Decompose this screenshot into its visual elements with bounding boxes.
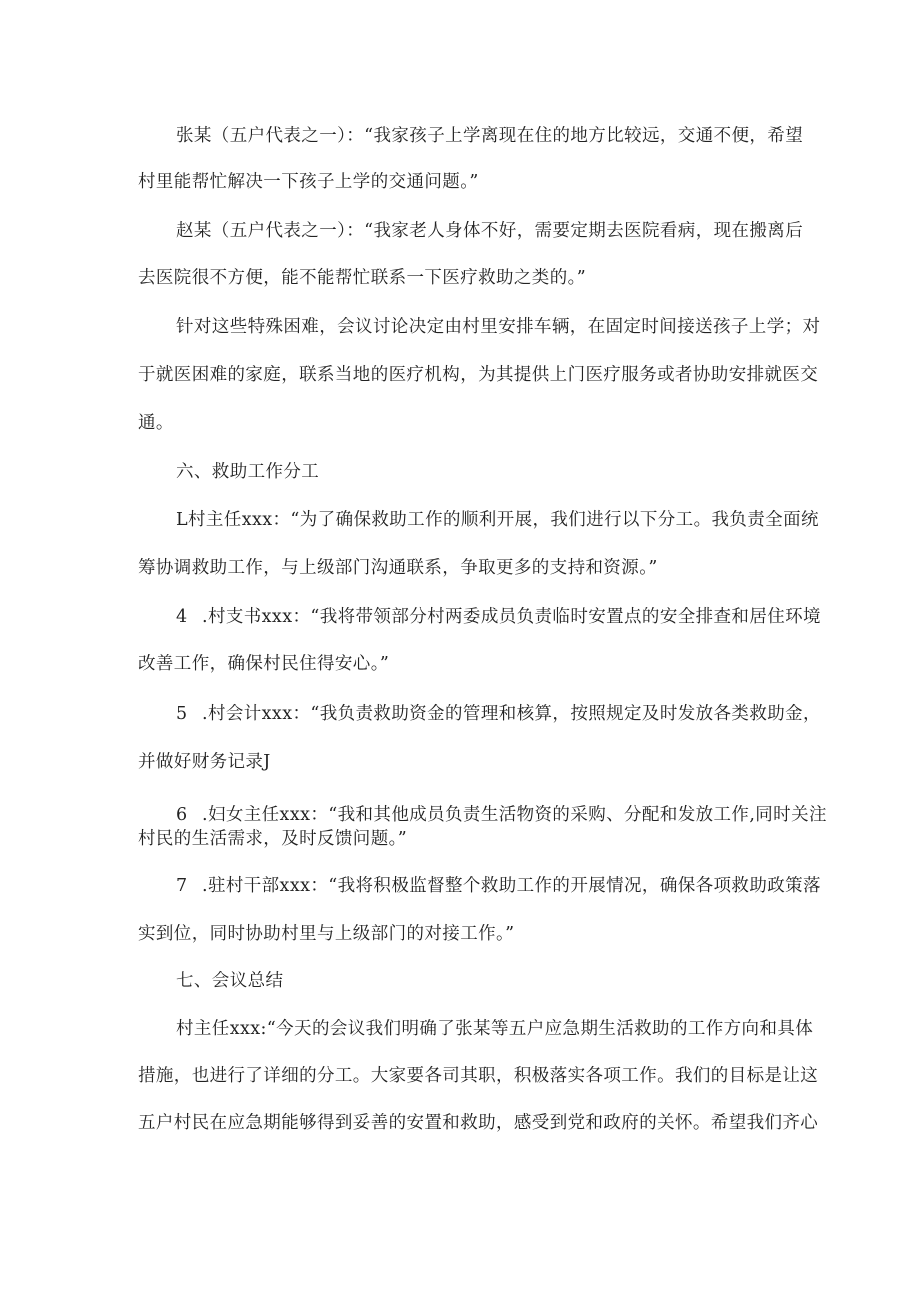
item-text: .村会计xxx：“我负责救助资金的管理和核算，按照规定及时发放各类救助金， [202, 704, 821, 724]
item-text: .妇女主任xxx：“我和其他成员负责生活物资的采购、分配和发放工作,同时关注 [202, 805, 827, 825]
item-number: 5 [176, 704, 188, 724]
paragraph-zhao-line-2: 去医院很不方便，能不能帮忙联系一下医疗救助之类的。” [138, 268, 587, 288]
item-accountant-line-1 [176, 702, 821, 726]
paragraph-summary-line-1: 村主任xxx:“今天的会议我们明确了张某等五户应急期生活救助的工作方向和具体 [176, 1019, 814, 1039]
item-text: .村支书xxx：“我将带领部分村两委成员负责临时安置点的安全排查和居住环境 [202, 607, 821, 627]
item-village-head-line-2: 筹协调救助工作，与上级部门沟通联系，争取更多的支持和资源。” [138, 558, 658, 578]
paragraph-decision-line-2: 于就医困难的家庭，联系当地的医疗机构，为其提供上门医疗服务或者协助安排就医交 [138, 365, 819, 385]
item-text: .驻村干部xxx：“我将积极监督整个救助工作的开展情况，确保各项救助政策落 [202, 876, 821, 896]
paragraph-summary-line-3: 五户村民在应急期能够得到妥善的安置和救助，感受到党和政府的关怀。希望我们齐心 [138, 1113, 819, 1133]
paragraph-decision-line-3: 通。 [138, 413, 174, 433]
item-number: 4 [176, 607, 188, 627]
paragraph-zhao-line-1: 赵某（五户代表之一）：“我家老人身体不好，需要定期去医院看病，现在搬离后 [176, 221, 804, 241]
item-accountant-line-2: 并做好财务记录J [138, 752, 271, 772]
section-heading-six: 六、救助工作分工 [176, 462, 320, 482]
item-resident-cadre-line-2: 实到位，同时协助村里与上级部门的对接工作。” [138, 924, 515, 944]
item-women-director-line-2: 村民的生活需求，及时反馈问题。” [138, 829, 408, 849]
paragraph-zhang-line-2: 村里能帮忙解决一下孩子上学的交通问题。” [138, 172, 479, 192]
section-heading-seven: 七、会议总结 [176, 971, 284, 991]
item-party-secretary-line-1 [176, 605, 821, 629]
paragraph-decision-line-1: 针对这些特殊困难，会议讨论决定由村里安排车辆，在固定时间接送孩子上学；对 [176, 317, 821, 337]
item-resident-cadre-line-1 [176, 874, 821, 898]
item-party-secretary-line-2: 改善工作，确保村民住得安心。” [138, 654, 390, 674]
item-number: 7 [176, 876, 188, 896]
item-village-head-line-1: L村主任xxx：“为了确保救助工作的顺利开展，我们进行以下分工。我负责全面统 [176, 510, 819, 530]
item-women-director-line-1 [176, 803, 827, 827]
paragraph-summary-line-2: 措施，也进行了详细的分工。大家要各司其职，积极落实各项工作。我们的目标是让这 [138, 1066, 819, 1086]
paragraph-zhang-line-1: 张某（五户代表之一）：“我家孩子上学离现在住的地方比较远，交通不便，希望 [176, 126, 804, 146]
item-number: 6 [176, 805, 188, 825]
